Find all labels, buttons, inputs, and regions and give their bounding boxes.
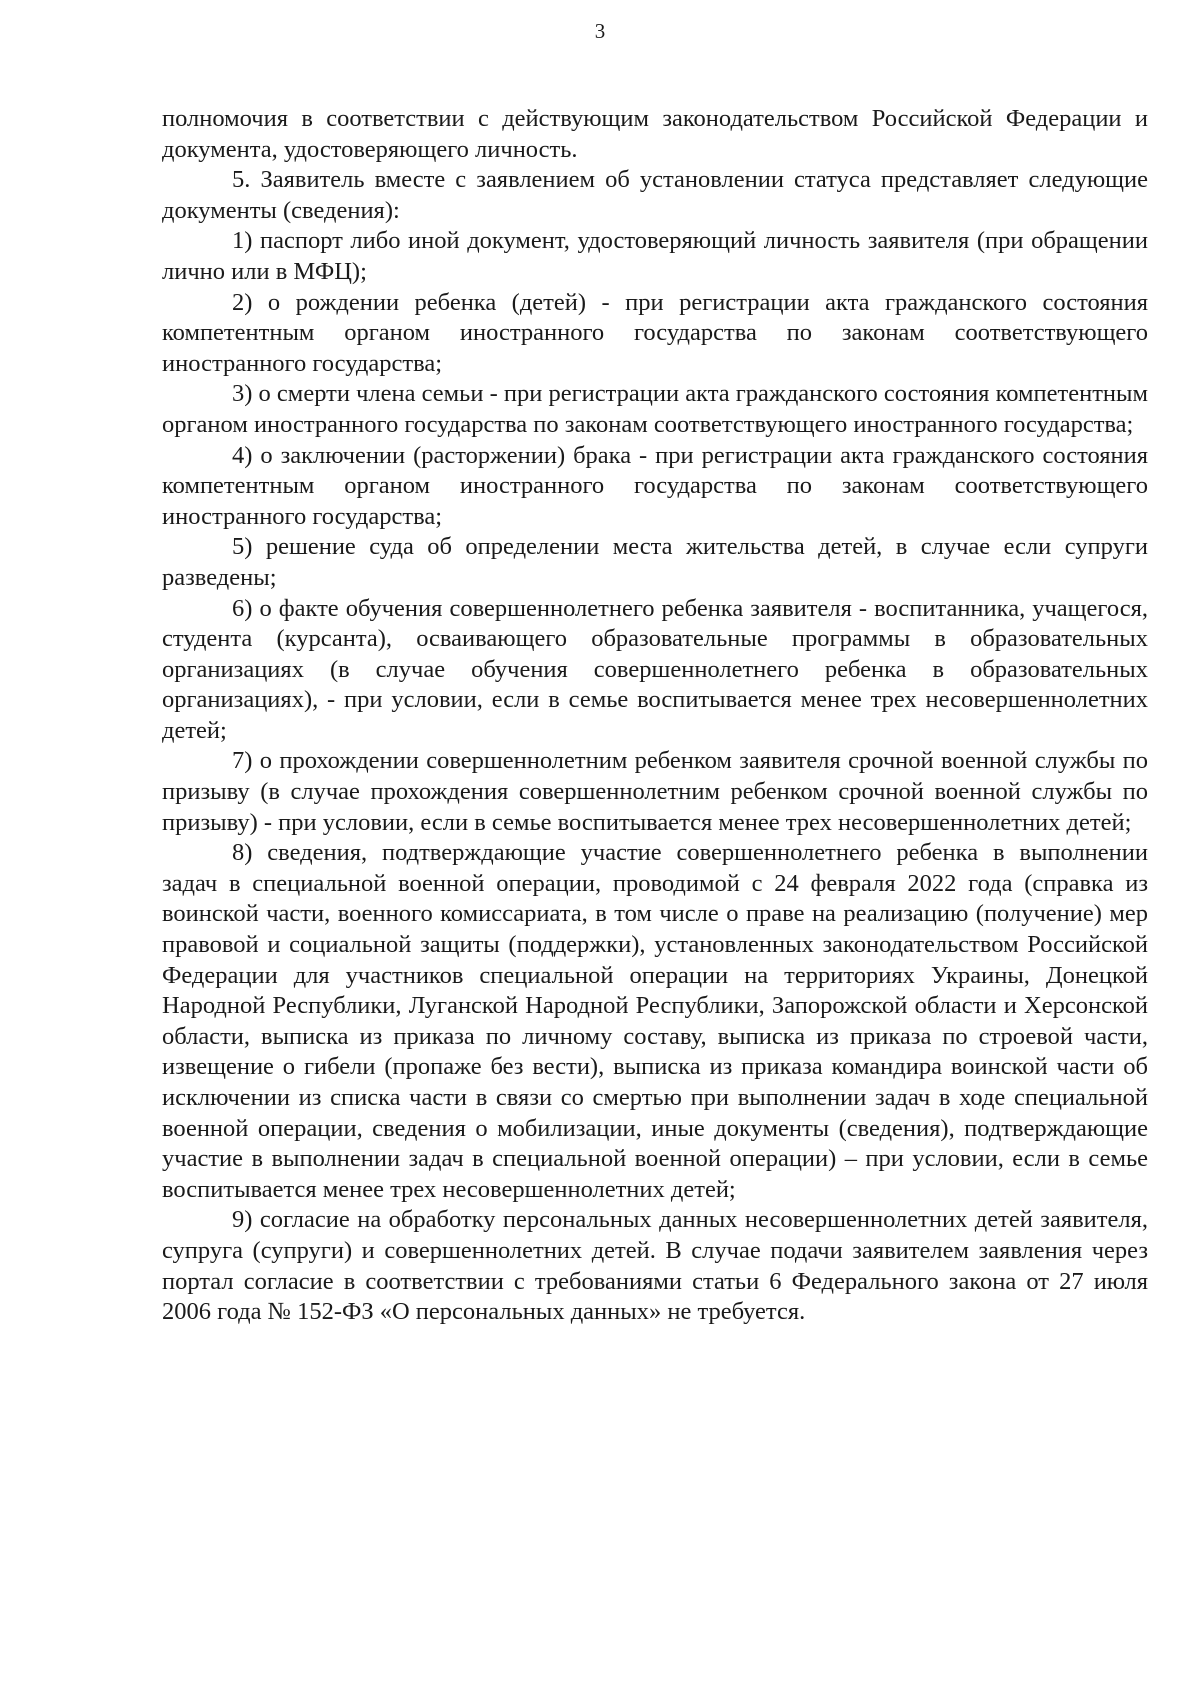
list-item-5: 5) решение суда об определении места жительства детей, в случае если супруги разведены; (162, 533, 1148, 591)
list-item-2: 2) о рождении ребенка (детей) - при регистрации акта гражданского состояния компетентным органом иностранного государства по законам соответствующего иностранного государства; (162, 288, 1148, 377)
page-number: 3 (594, 19, 606, 43)
paragraph-continuation: полномочия в соответствии с действующим законодательством Российской Федерации и документа, удостоверяющего личность. (162, 105, 1148, 163)
paragraph-item-5: 5. Заявитель вместе с заявлением об установлении статуса представляет следующие документы (сведения): (162, 166, 1148, 224)
document-body (162, 104, 1148, 1328)
list-item-3: 3) о смерти члена семьи - при регистрации акта гражданского состояния компетентным органом иностранного государства по законам соответствующего иностранного государства; (162, 380, 1148, 438)
list-item-9: 9) согласие на обработку персональных данных несовершеннолетних детей заявителя, супруга (супруги) и совершеннолетних детей. В случае подачи заявителем заявления через портал согласие в соответствии с требованиями статьи 6 Федерального закона от 27 июля 2006 года № 152-ФЗ «О персональных данных» не требуется. (162, 1206, 1148, 1326)
list-item-8: 8) сведения, подтверждающие участие совершеннолетнего ребенка в выполнении задач в специальной военной операции, проводимой с 24 февраля 2022 года (справка из воинской части, военного комиссариата, в том числе о праве на реализацию (получение) мер правовой и социальной защиты (поддержки), установленных законодательством Российской Федерации для участников специальной операции на территориях Украины, Донецкой Народной Республики, Луганской Народной Республики, Запорожской области и Херсонской области, выписка из приказа по личному составу, выписка из приказа по строевой части, извещение о гибели (пропаже без вести), выписка из приказа командира воинской части об исключении из списка части в связи со смертью при выполнении задач в ходе специальной военной операции, сведения о мобилизации, иные документы (сведения), подтверждающие участие в выполнении задач в специальной военной операции) – при условии, если в семье воспитывается менее трех несовершеннолетних детей; (162, 839, 1148, 1203)
list-item-6: 6) о факте обучения совершеннолетнего ребенка заявителя - воспитанника, учащегося, студента (курсанта), осваивающего образовательные программы в образовательных организациях (в случае обучения совершеннолетнего ребенка в образовательных организациях), - при условии, если в семье воспитывается менее трех несовершеннолетних детей; (162, 594, 1148, 744)
list-item-4: 4) о заключении (расторжении) брака - при регистрации акта гражданского состояния компетентным органом иностранного государства по законам соответствующего иностранного государства; (162, 441, 1148, 530)
list-item-7: 7) о прохождении совершеннолетним ребенком заявителя срочной военной службы по призыву (в случае прохождения совершеннолетним ребенком срочной военной службы по призыву) - при условии, если в семье воспитывается менее трех несовершеннолетних детей; (162, 747, 1148, 836)
list-item-1: 1) паспорт либо иной документ, удостоверяющий личность заявителя (при обращении лично или в МФЦ); (162, 227, 1148, 285)
